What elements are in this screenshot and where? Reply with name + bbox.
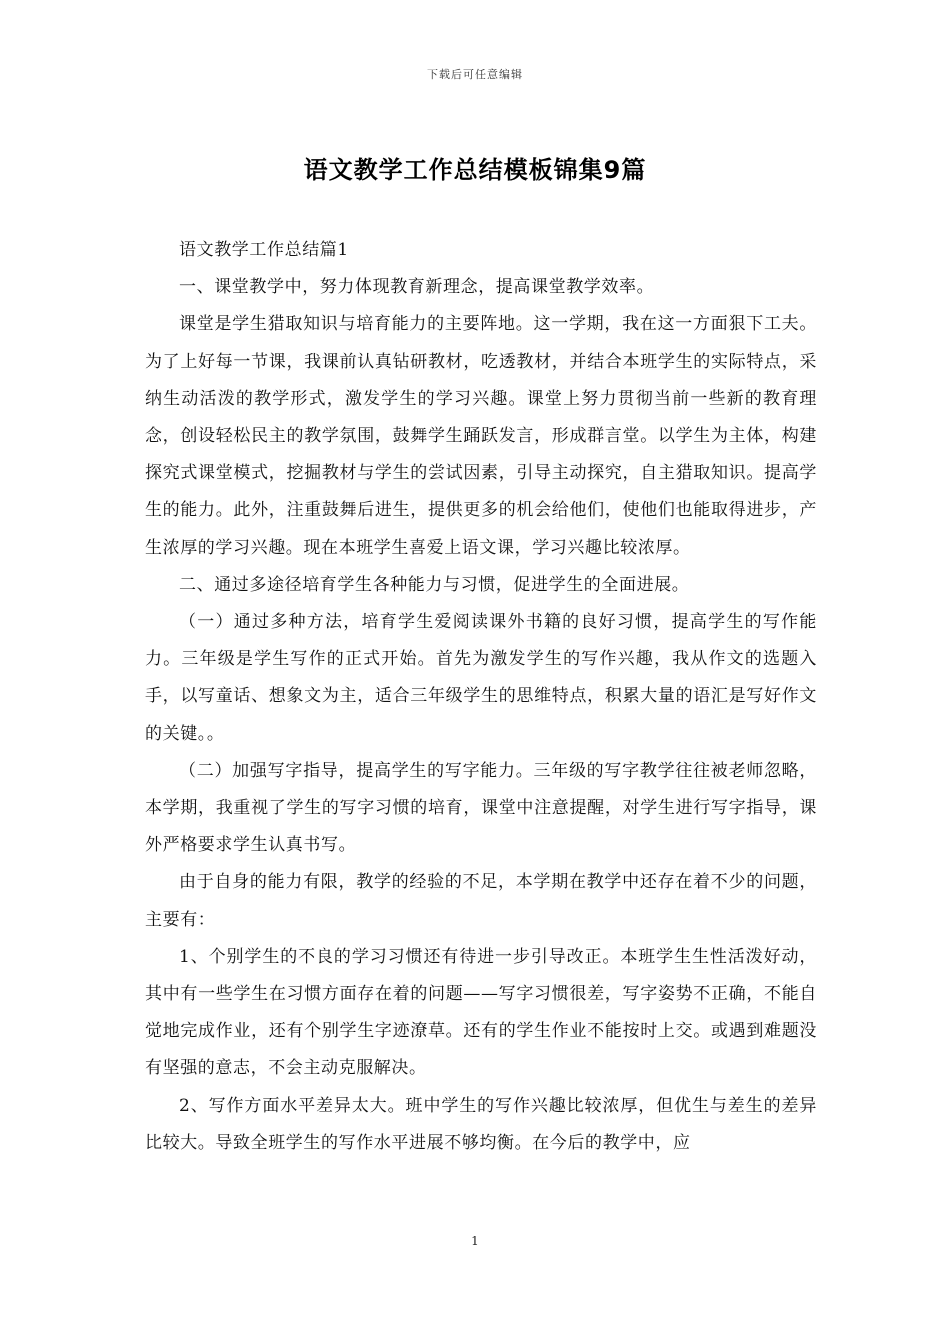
page-number: 1 [471, 1234, 479, 1248]
paragraph: 由于自身的能力有限，教学的经验的不足，本学期在教学中还存在着不少的问题，主要有： [145, 872, 817, 930]
section-heading: 语文教学工作总结篇1 [179, 240, 349, 260]
paragraph: 2、写作方面水平差异太大。班中学生的写作兴趣比较浓厚，但优生与差生的差异比较大。导致全班学生的写作水平进展不够均衡。在今后的教学中，应 [145, 1095, 817, 1153]
document-body [145, 232, 817, 1162]
paragraph: 课堂是学生猎取知识与培育能力的主要阵地。这一学期，我在这一方面狠下工夫。为了上好每一节课，我课前认真钻研教材，吃透教材，并结合本班学生的实际特点，采纳生动活泼的教学形式，激发学生的学习兴趣。课堂上努力贯彻当前一些新的教育理念，创设轻松民主的教学氛围，鼓舞学生踊跃发言，形成群言堂。以学生为主体，构建探究式课堂模式，挖掘教材与学生的尝试因素，引导主动探究，自主猎取知识。提高学生的能力。此外，注重鼓舞后进生，提供更多的机会给他们，使他们也能取得进步，产生浓厚的学习兴趣。现在本班学生喜爱上语文课，学习兴趣比较浓厚。 [145, 314, 817, 558]
paragraph: 二、通过多途径培育学生各种能力与习惯，促进学生的全面进展。 [179, 574, 690, 595]
document-title: 语文教学工作总结模板锦集9篇 [303, 156, 647, 184]
paragraph: 1、个别学生的不良的学习习惯还有待进一步引导改正。本班学生生性活泼好动，其中有一些学生在习惯方面存在着的问题——写字习惯很差，写字姿势不正确，不能自觉地完成作业，还有个别学生字迹潦草。还有的学生作业不能按时上交。或遇到难题没有坚强的意志，不会主动克服解决。 [145, 946, 817, 1079]
paragraph: 一、课堂教学中，努力体现教育新理念，提高课堂教学效率。 [179, 277, 655, 298]
paragraph: （二）加强写字指导，提高学生的写字能力。三年级的写字教学往往被老师忽略，本学期，我重视了学生的写字习惯的培育，课堂中注意提醒，对学生进行写字指导，课外严格要求学生认真书写。 [145, 760, 817, 856]
paragraph: （一）通过多种方法，培育学生爱阅读课外书籍的良好习惯，提高学生的写作能力。三年级是学生写作的正式开始。首先为激发学生的写作兴趣，我从作文的选题入手，以写童话、想象文为主，适合三年级学生的思维特点，积累大量的语汇是写好作文的关键。。 [145, 612, 817, 744]
header-note: 下载后可任意编辑 [427, 68, 523, 81]
